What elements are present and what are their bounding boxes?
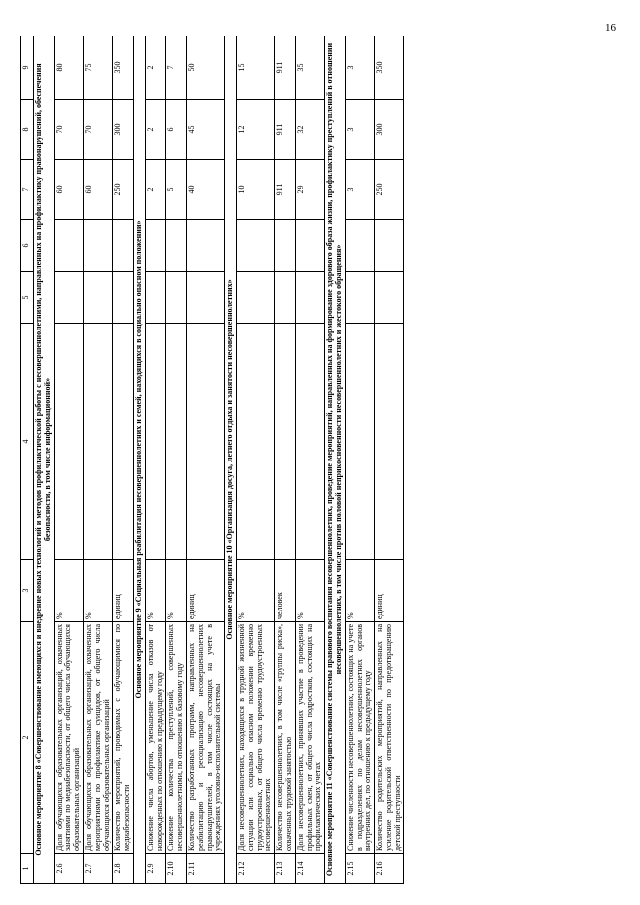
column-4-value	[113, 324, 134, 560]
indicator-description: Снижение численности несовершеннолетних, состоящих на учете в подразделениях по делам несовершеннолетних органов внутренних дел, по отношению к предыдущему году	[345, 622, 374, 854]
column-4-value	[83, 324, 112, 560]
column-4-value	[345, 324, 374, 560]
column-number: 2	[21, 622, 34, 854]
column-5-value	[345, 272, 374, 324]
table-row	[275, 36, 296, 884]
column-4-value	[295, 324, 324, 560]
unit-of-measure: %	[236, 560, 274, 622]
column-8-value: 70	[54, 100, 83, 160]
table-body	[21, 36, 404, 884]
column-9-value: 35	[295, 36, 324, 100]
unit-of-measure: %	[54, 560, 83, 622]
column-5-value	[166, 272, 187, 324]
column-6-value	[83, 220, 112, 272]
column-number: 7	[21, 160, 34, 220]
table-row	[375, 36, 404, 884]
section-title: Основное мероприятие 11 «Совершенствование системы правового воспитания несовершеннолетних, проведение мероприятий, направленных на формирование здорового образа жизни, профилактику преступлений в отношении несовершеннолетних, в том числе против половой неприкосновенности несовершеннолетних и жестокого обращения»	[325, 36, 346, 884]
column-7-value: 29	[295, 160, 324, 220]
column-7-value: 60	[54, 160, 83, 220]
column-4-value	[186, 324, 224, 560]
unit-of-measure: единиц	[113, 560, 134, 622]
column-8-value: 45	[186, 100, 224, 160]
unit-of-measure: %	[295, 560, 324, 622]
column-8-value: 32	[295, 100, 324, 160]
column-7-value: 10	[236, 160, 274, 220]
indicator-description: Количество несовершеннолетних, в том числе «группы риска», охваченных трудовой занятостью	[275, 622, 296, 854]
indicator-description: Снижение числа абортов, уменьшение числа отказов от новорожденных по отношению к предыдущему году	[145, 622, 166, 854]
column-8-value: 70	[83, 100, 112, 160]
column-5-value	[145, 272, 166, 324]
section-row	[133, 36, 145, 884]
column-9-value: 3	[345, 36, 374, 100]
section-row	[225, 36, 237, 884]
rotated-page	[20, 36, 620, 884]
indicator-number: 2.15	[345, 854, 374, 884]
column-number: 9	[21, 36, 34, 100]
column-5-value	[375, 272, 404, 324]
column-4-value	[166, 324, 187, 560]
table-row	[54, 36, 83, 884]
column-5-value	[186, 272, 224, 324]
column-number: 3	[21, 560, 34, 622]
unit-of-measure: единиц	[186, 560, 224, 622]
indicator-description: Доля обучающихся образовательных организаций, охваченных занятиями по медиабезопасности, от общего числа обучающихся образовательных организаций	[54, 622, 83, 854]
column-8-value: 3	[345, 100, 374, 160]
indicator-number: 2.8	[113, 854, 134, 884]
column-9-value: 7	[166, 36, 187, 100]
indicator-number: 2.14	[295, 854, 324, 884]
column-6-value	[275, 220, 296, 272]
indicator-description: Доля несовершеннолетних, принявших участие в проведении профильных смен, от общего числа подростков, состоящих на профилактических учетах	[295, 622, 324, 854]
column-9-value: 911	[275, 36, 296, 100]
indicator-description: Количество родительских мероприятий, направленных на усиление родительской ответственности по предотвращению детской преступности	[375, 622, 404, 854]
column-6-value	[295, 220, 324, 272]
table-row	[113, 36, 134, 884]
column-4-value	[375, 324, 404, 560]
column-5-value	[54, 272, 83, 324]
column-9-value: 50	[186, 36, 224, 100]
column-4-value	[145, 324, 166, 560]
table-row	[295, 36, 324, 884]
column-4-value	[236, 324, 274, 560]
table-row	[83, 36, 112, 884]
indicator-number: 2.7	[83, 854, 112, 884]
column-4-value	[54, 324, 83, 560]
indicator-number: 2.16	[375, 854, 404, 884]
column-number: 4	[21, 324, 34, 560]
column-8-value: 6	[166, 100, 187, 160]
column-9-value: 80	[54, 36, 83, 100]
indicator-number: 2.6	[54, 854, 83, 884]
indicator-number: 2.9	[145, 854, 166, 884]
column-7-value: 60	[83, 160, 112, 220]
indicator-description: Количество мероприятий, проводимых с обучающимися по медиабезопасности	[113, 622, 134, 854]
section-row	[34, 36, 55, 884]
column-6-value	[166, 220, 187, 272]
rotated-table-container	[20, 36, 620, 884]
column-8-value: 911	[275, 100, 296, 160]
unit-of-measure: человек	[275, 560, 296, 622]
column-number: 6	[21, 220, 34, 272]
column-8-value: 300	[375, 100, 404, 160]
table-row	[345, 36, 374, 884]
section-row	[325, 36, 346, 884]
column-number: 8	[21, 100, 34, 160]
unit-of-measure: %	[345, 560, 374, 622]
indicator-number: 2.10	[166, 854, 187, 884]
column-8-value: 2	[145, 100, 166, 160]
column-number-row	[21, 36, 34, 884]
page-number: 16	[605, 22, 616, 34]
column-number: 1	[21, 854, 34, 884]
column-7-value: 5	[166, 160, 187, 220]
column-5-value	[295, 272, 324, 324]
table-row	[186, 36, 224, 884]
column-7-value: 40	[186, 160, 224, 220]
unit-of-measure: %	[145, 560, 166, 622]
column-6-value	[236, 220, 274, 272]
indicator-number: 2.13	[275, 854, 296, 884]
column-9-value: 2	[145, 36, 166, 100]
column-6-value	[54, 220, 83, 272]
column-7-value: 911	[275, 160, 296, 220]
column-6-value	[113, 220, 134, 272]
column-7-value: 250	[375, 160, 404, 220]
indicator-description: Снижение количества преступлений, совершенных несовершеннолетними, по отношению к базовому году	[166, 622, 187, 854]
column-4-value	[275, 324, 296, 560]
table-row	[236, 36, 274, 884]
table-row	[166, 36, 187, 884]
indicators-table	[20, 36, 404, 884]
column-9-value: 15	[236, 36, 274, 100]
indicator-number: 2.12	[236, 854, 274, 884]
column-7-value: 2	[145, 160, 166, 220]
column-number: 5	[21, 272, 34, 324]
column-5-value	[83, 272, 112, 324]
table-row	[145, 36, 166, 884]
unit-of-measure: %	[166, 560, 187, 622]
column-8-value: 300	[113, 100, 134, 160]
column-6-value	[186, 220, 224, 272]
section-title: Основное мероприятие 10 «Организация досуга, летнего отдыха и занятости несовершеннолетних»	[225, 36, 237, 884]
column-7-value: 250	[113, 160, 134, 220]
column-9-value: 75	[83, 36, 112, 100]
unit-of-measure: %	[83, 560, 112, 622]
unit-of-measure: единиц	[375, 560, 404, 622]
column-5-value	[236, 272, 274, 324]
indicator-number: 2.11	[186, 854, 224, 884]
column-5-value	[113, 272, 134, 324]
column-7-value: 3	[345, 160, 374, 220]
indicator-description: Доля несовершеннолетних, находящихся в трудной жизненной ситуации или социально опасном положении временно трудоустроенных, от общего числа временно трудоустроенных несовершеннолетних	[236, 622, 274, 854]
section-title: Основное мероприятие 9 «Социальная реабилитация несовершеннолетних и семей, находящихся в социально опасном положении»	[133, 36, 145, 884]
indicator-description: Доля обучающихся образовательных организаций, охваченных мероприятиями по профилактике суицидов, от общего числа обучающихся образовательных организаций	[83, 622, 112, 854]
column-8-value: 12	[236, 100, 274, 160]
column-5-value	[275, 272, 296, 324]
column-6-value	[145, 220, 166, 272]
section-title: Основное мероприятие 8 «Совершенствование имеющихся и внедрение новых технологий и методов профилактической работы с несовершеннолетними, направленных на профилактику правонарушений, обеспечения безопасности, в том числе информационной»	[34, 36, 55, 884]
column-6-value	[345, 220, 374, 272]
column-9-value: 350	[375, 36, 404, 100]
indicator-description: Количество разработанных программ, направленных на реабилитацию и ресоциализацию несовершеннолетних правонарушителей, в том числе состоящих на учете в учреждениях уголовно-исполнительной системы	[186, 622, 224, 854]
column-6-value	[375, 220, 404, 272]
column-9-value: 350	[113, 36, 134, 100]
